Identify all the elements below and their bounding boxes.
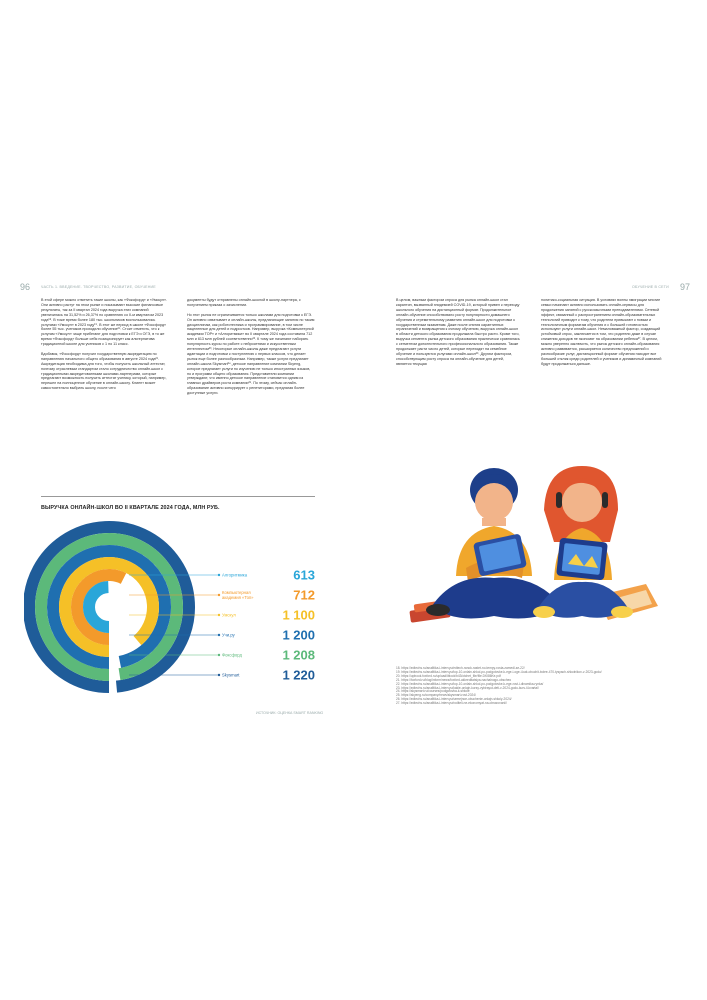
boy-figure	[426, 468, 568, 618]
page-number-right: 97	[680, 282, 691, 292]
category-label-1: академия «Топ»	[222, 595, 254, 600]
value-label-0: 613	[293, 567, 315, 583]
footnotes	[396, 667, 602, 706]
footnote: 18. https://edtechs.ru/analitika-i-intervyu/edtech-ranok-rastet-no-tempy-rosta-zamedl-se-22/	[396, 666, 525, 670]
running-header-right: ОБУЧЕНИЕ В СЕТИ	[632, 285, 669, 289]
chart-title: ВЫРУЧКА ОНЛАЙН-ШКОЛ ВО II КВАРТАЛЕ 2024 ГОДА, МЛН РУБ.	[41, 505, 220, 511]
value-label-5: 1 220	[282, 667, 315, 683]
footnote: 19. https://edtechs.ru/analitika-i-intervyu/top-10-onlain-shkol-po-podgotovke-k-ege-i-oge-i-kak-obuchit-bolee-470-tysyach-shkolnikov-v-2023-godu/	[396, 669, 602, 674]
children-with-tablets-illustration	[396, 456, 666, 656]
chart-source: ИСТОЧНИК: ОЦЕНКА SMART RANKING	[256, 711, 324, 715]
leader-dot-1	[218, 594, 220, 596]
category-label-2: Умскул	[222, 612, 236, 618]
paragraph: политико-социальная ситуация. В условиях волны эмиграции многие семьи начинают активно использовать онлайн-сервисы для продолжения занятий с русскоязычными преподавателями. Сетевой эффект, связанный с распространением онлайн-образовательных технологий приводит к тому, что родители привыкают к новым и технологичным форматам обучения и с большей готовностью используют услуги онлайн-школ. Немаловажный фактор, создающий устойчивый спрос, заключается в том, что родители даже в случае снижения доходов не экономят на образовании ребенка²⁷. В целом, можно уверенно заключить, что рынок детского онлайн-образования активно развивается, расширяется количество предложений и разнообразие услуг, дистанционный формат обучения находит все большей отклик среди родителей и учеников и динамичный компаний будут продолжаться дальше.	[541, 298, 662, 366]
category-label-0: Алгоритмика	[222, 572, 248, 578]
leader-dot-3	[218, 634, 220, 636]
footnote: 21. https://foxford.ru/blog/inform/news/foxford-akkreditatsiya-nachalnogo-obscheo	[396, 677, 512, 682]
section-divider	[41, 496, 315, 497]
leader-dot-5	[218, 674, 220, 676]
value-label-4: 1 208	[282, 647, 315, 663]
paragraph: В целом, важным фактором спроса для рынка онлайн-школ стал карантин, вызванный эпидемией COVID-19, который привел к переходу школьного обучения на дистанционный формат. Продолжительное онлайн-обучение способствовало росту популярности домашнего обучения и стремительному развитию онлайн-школ для подготовки к государственным экзаменам. Даже после снятия карантинных ограничений и возвращения к очному обучению, выручка онлайн-школ в области детского образования продолжила быстро расти. Кроме того, выручка сегмента рынка детского образования практически сравнялась с сегментом дополнительного профессионального образования. Также продолжает расти число детей, которые переходят на семейное обучение и пользуются услугами онлайн-школ²⁶. Другим фактором, способствующим росту спроса на онлайн-обучение для детей, является текущая	[396, 298, 520, 366]
leader-dot-2	[218, 614, 220, 616]
category-label-4: Фоксфорд	[222, 652, 242, 658]
running-header-left: ЧАСТЬ 1. ВВЕДЕНИЕ. ТВОРЧЕСТВО, РАЗВИТИЕ, ОБУЧЕНИЕ	[41, 285, 156, 289]
left-page-column-1	[41, 298, 169, 396]
paragraph: Вдобавок, «Фоксфорд» получил государственную аккредитацию по направлению начального общего образования в августе 2024 года²¹. Аккредитация необходима для того, чтобы получить школьный аттестат, поэтому отраслевым стандартом стало сотрудничество онлайн-школ с традиционными аккредитованными школами-партнерами, которые предлагают возможность получить аттестат ученику, который, например, перешел на полноценное обучение в онлайн-школу. Клиент может самостоятельно выбрать школу, после чего	[41, 351, 167, 391]
footnote: 27. https://edtechs.ru/analitika-i-intervyu/roditeli-ne-ekonomyat-na-obrazovanii/	[396, 701, 507, 706]
right-page-column-2	[541, 298, 666, 372]
footnote: 26. https://edtechs.ru/analitika-i-intervyu/semejnoe-obuchenie-onlajn-shkoly-2024/	[396, 697, 512, 702]
right-page-column-1	[396, 298, 520, 372]
category-label-5: Skysmart	[222, 672, 240, 678]
leader-dot-0	[218, 574, 220, 576]
footnote: 24. https://skysmart.ru/courses/podgotovka-k-shkole	[396, 689, 470, 694]
footnote: 25. https://skyeng.ru/company/news/skysmart-rost-2024/	[396, 693, 476, 698]
left-page-column-2	[187, 298, 315, 401]
value-label-1: 712	[293, 587, 315, 603]
paragraph: В этой сфере можно отметить такие школы, как «Фоксфорд» и «Умскул». Они активно растут на этом рынке и показывают высокие финансовые результаты, так за II квартал 2024 года выручка этих компаний увеличилась на 31,52% и 26,37% по сравнению со II-м кварталом 2023 года¹⁸. В тоже время более 180 тыс. школьников воспользовались услугами «Умскул» в 2023 году¹⁹. В этот же период в школе «Фоксфорд» более 55 тыс. учеников проходили обучение²⁰. Стоит отметить, что к услугам «Умскул» чаще прибегают для подготовки к ЕГЭ и ОГЭ, в то же время «Фоксфорд» больше себя позиционирует как альтернатива традиционной школе для учеников с 1 по 11 класс.	[41, 298, 168, 347]
value-label-2: 1 100	[282, 607, 315, 623]
footnote: 20. https://upbook.foxford.ru/upload/iblock/b43/otchet_file/file.DKI86Ke.pdf	[396, 673, 501, 678]
category-label-1: Компьютерная	[222, 590, 251, 596]
footnote: 22. https://edtechs.ru/analitika-i-intervyu/top-10-onlain-shkol-po-podgotovke-k-ege-rost-i-dinamika-rynka/	[396, 681, 544, 686]
paragraph: Но этот рынок не ограничивается только школами для подготовки к ЕГЭ. Он активно охватывает и онлайн-школы, предлагающие занятия по таким дисциплинам, как робототехника и программирование, в том числе нацеленные для детей и подростков. Например, выручка «Компьютерной академии ТОР» и «Алгоритмики» во II квартале 2024 года составила 712 млн и 613 млн рублей соответственно²². К тому же начинают набирать популярность курсы по работе с нейросетями и искусственным интеллектом²³. Некоторые онлайн-школы даже предлагают услуги адаптации и подготовки к поступлению с первых классов, что делает рынок еще более разнообразным. Например, также услуги предлагает онлайн-школа Skysmart²⁴, детское направление компании Skyeng, которое предлагает услуги по изучению не только иностранных языков, но и программ общего образования. Представители компании утверждают, что именно детское направление становится одним из главных драйверов роста компании²⁵. По этому, сейчас онлайн-образование активно конкурирует с репетиторами, предлагая более доступные услуги.	[187, 312, 315, 396]
paragraph: документы будут отправлены онлайн-школой в школу-партнера, с получением приказа о зачислении.	[187, 298, 301, 307]
category-label-3: Учи.ру	[222, 632, 235, 638]
footnote: 23. https://edtechs.ru/analitika-i-intervyu/kakie-onlajn-kursy-vybirayut-deti-v-2024-godu-kurs-ii-kvartal/	[396, 685, 539, 690]
page-number-left: 96	[20, 282, 31, 292]
revenue-radial-chart	[24, 515, 324, 705]
value-label-3: 1 200	[282, 627, 315, 643]
leader-dot-4	[218, 654, 220, 656]
